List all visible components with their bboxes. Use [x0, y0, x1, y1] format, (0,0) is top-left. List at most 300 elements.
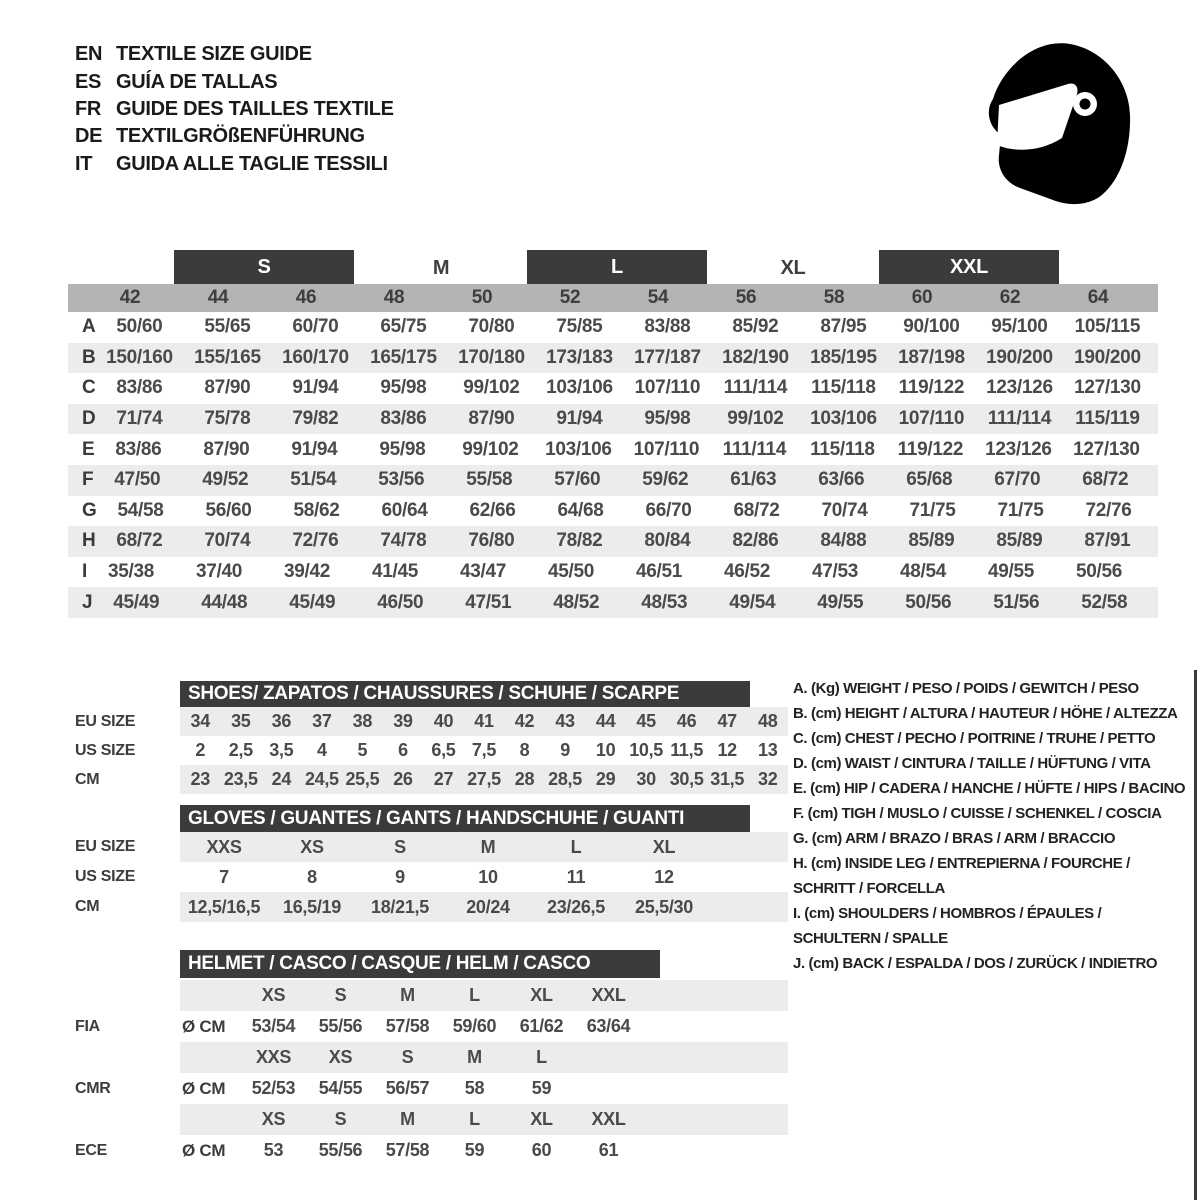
sub-value-cell: 13 — [757, 740, 778, 760]
size-value-cell: 49/52 — [202, 469, 249, 491]
sub-value-cell: 2 — [195, 740, 206, 760]
size-value-cell: 65/75 — [380, 316, 427, 338]
language-row — [75, 151, 394, 178]
language-row — [75, 123, 394, 150]
sub-value-cell: 60 — [531, 1140, 552, 1160]
size-table-row — [68, 312, 1158, 343]
guide-title: TEXTILE SIZE GUIDE — [116, 43, 312, 66]
size-value-cell: 71/75 — [997, 499, 1044, 521]
size-value-cell: 37/40 — [195, 561, 242, 583]
size-value-cell: 46/52 — [723, 561, 770, 583]
guide-title: GUIDA ALLE TAGLIE TESSILI — [116, 152, 388, 175]
sub-row-cells — [180, 736, 788, 765]
size-value-cell: 83/86 — [116, 377, 163, 399]
size-value-cell: 68/72 — [733, 499, 780, 521]
size-value-cell: 58/62 — [293, 499, 340, 521]
size-value-cell: 150/160 — [106, 346, 173, 368]
legend-line: D. (cm) WAIST / CINTURA / TAILLE / HÜFTUNG / VITA — [793, 755, 1151, 772]
size-value-cell: 111/114 — [723, 377, 788, 399]
sub-row-cells — [180, 862, 710, 892]
sub-value-cell: S — [394, 836, 406, 857]
sub-value-cell: 35 — [231, 711, 251, 731]
sub-value-cell: XS — [261, 1109, 286, 1129]
size-value-cell: 127/130 — [1073, 438, 1140, 460]
sub-value-cell: 41 — [474, 711, 494, 731]
size-column-header: 44 — [207, 287, 229, 308]
sub-value-cell: 30 — [636, 769, 656, 789]
sub-row-values — [180, 1073, 788, 1104]
sub-value-cell: 10,5 — [629, 740, 664, 760]
sub-value-cell: 20/24 — [466, 896, 510, 917]
apparel-size-rows — [68, 312, 1158, 618]
size-table-row — [68, 343, 1158, 374]
size-value-cell: 43/47 — [459, 561, 506, 583]
sub-value-cell: 23 — [190, 769, 210, 789]
size-value-cell: 51/56 — [993, 591, 1040, 613]
size-value-cell: 53/56 — [378, 469, 425, 491]
sub-row-label: CM — [75, 898, 100, 915]
sub-row-label: CMR — [75, 1079, 111, 1097]
size-value-cell: 160/170 — [282, 346, 349, 368]
sub-value-cell: 18/21,5 — [371, 896, 429, 917]
size-value-cell: 45/49 — [113, 591, 160, 613]
size-column-header: 62 — [999, 287, 1021, 308]
sub-table-row — [68, 1104, 788, 1135]
sub-value-cell: XL — [530, 985, 553, 1005]
size-column-header: 42 — [119, 287, 141, 308]
sub-row-cells — [240, 980, 642, 1011]
row-letter: E — [82, 438, 95, 460]
row-letter: D — [82, 408, 96, 430]
language-row — [75, 68, 394, 95]
sub-value-cell: 27 — [433, 769, 454, 789]
size-value-cell: 95/98 — [644, 408, 691, 430]
size-table-row — [68, 496, 1158, 527]
sub-value-cell: XXS — [206, 836, 242, 857]
size-value-cell: 56/60 — [205, 499, 252, 521]
sub-row-values — [180, 1011, 788, 1042]
sub-row-cells — [240, 1042, 642, 1073]
sub-value-cell: 32 — [757, 769, 778, 789]
sub-row-label: US SIZE — [75, 868, 136, 885]
size-value-cell: 46/50 — [377, 591, 424, 613]
size-value-cell: 66/70 — [645, 499, 692, 521]
sub-value-cell: 46 — [676, 711, 697, 731]
size-value-cell: 47/50 — [114, 469, 161, 491]
size-group-label: M — [432, 257, 450, 279]
size-value-cell: 107/110 — [634, 377, 701, 399]
language-code: EN — [75, 43, 103, 66]
sub-value-cell: L — [469, 985, 480, 1005]
size-value-cell: 85/92 — [732, 316, 779, 338]
size-value-cell: 115/118 — [810, 438, 875, 460]
sub-value-cell: 8 — [519, 740, 530, 760]
size-group-label: XL — [780, 257, 806, 279]
row-letter: I — [82, 561, 87, 583]
size-value-cell: 155/165 — [194, 346, 261, 368]
size-value-cell: 99/102 — [463, 377, 520, 399]
sub-row-label: US SIZE — [75, 741, 136, 759]
size-value-cell: 55/65 — [204, 316, 251, 338]
sub-value-cell: XL — [652, 836, 676, 857]
row-letter: J — [82, 591, 93, 613]
sub-value-cell: 54/55 — [318, 1078, 363, 1098]
sub-value-cell: 24,5 — [304, 769, 339, 789]
size-value-cell: 49/54 — [729, 591, 776, 613]
sub-value-cell: 58 — [464, 1078, 485, 1098]
sub-row-values — [180, 862, 788, 892]
size-value-cell: 127/130 — [1074, 377, 1141, 399]
sub-value-cell: 53/54 — [251, 1016, 296, 1036]
sub-row-label: EU SIZE — [75, 838, 136, 855]
size-value-cell: 107/110 — [633, 438, 700, 460]
legend-line: A. (Kg) WEIGHT / PESO / POIDS / GEWITCH / PESO — [793, 680, 1139, 697]
size-value-cell: 62/66 — [469, 499, 516, 521]
diameter-cm-label: Ø CM — [182, 1016, 226, 1036]
size-value-cell: 123/126 — [985, 438, 1052, 460]
sub-value-cell: M — [467, 1047, 482, 1067]
sub-value-cell: S — [401, 1047, 414, 1067]
sub-value-cell: 26 — [393, 769, 413, 789]
size-value-cell: 76/80 — [468, 530, 515, 552]
sub-table-row — [68, 736, 788, 765]
size-column-header: 58 — [823, 287, 845, 308]
size-value-cell: 49/55 — [817, 591, 864, 613]
sub-value-cell: 28 — [514, 769, 535, 789]
racing-helmet-icon — [982, 40, 1137, 207]
sub-row-cells — [240, 1011, 642, 1042]
size-value-cell: 95/98 — [380, 377, 427, 399]
sub-row-cells — [180, 707, 788, 736]
size-value-cell: 90/100 — [903, 316, 960, 338]
size-value-cell: 190/200 — [986, 346, 1053, 368]
size-value-cell: 57/60 — [554, 469, 601, 491]
legend-line: I. (cm) SHOULDERS / HOMBROS / ÉPAULES / — [793, 905, 1102, 922]
sub-value-cell: 59/60 — [452, 1016, 497, 1036]
language-row — [75, 41, 394, 68]
sub-row-values — [180, 1042, 788, 1073]
size-value-cell: 41/45 — [371, 561, 418, 583]
sub-value-cell: 43 — [555, 711, 575, 731]
size-value-cell: 119/122 — [897, 438, 964, 460]
sub-table-row — [68, 980, 788, 1011]
sub-row-cells — [240, 1104, 642, 1135]
guide-title: GUIDE DES TAILLES TEXTILE — [116, 97, 394, 120]
sub-value-cell: S — [334, 985, 347, 1005]
sub-value-cell: 7 — [219, 866, 229, 887]
size-value-cell: 170/180 — [458, 346, 525, 368]
size-value-cell: 103/106 — [546, 377, 613, 399]
size-value-cell: 95/100 — [991, 316, 1048, 338]
sub-value-cell: XS — [328, 1047, 353, 1067]
size-value-cell: 67/70 — [994, 469, 1041, 491]
sub-value-cell: 23/26,5 — [547, 896, 605, 917]
sub-value-cell: 24 — [271, 769, 292, 789]
size-value-cell: 79/82 — [292, 408, 339, 430]
sub-row-cells — [240, 1073, 642, 1104]
legend-line: G. (cm) ARM / BRAZO / BRAS / ARM / BRACCIO — [793, 830, 1116, 847]
sub-value-cell: L — [536, 1047, 547, 1067]
size-value-cell: 115/118 — [811, 377, 876, 399]
size-value-cell: 83/86 — [115, 438, 162, 460]
size-value-cell: 70/74 — [821, 499, 868, 521]
size-value-cell: 85/89 — [996, 530, 1043, 552]
sub-table-row — [68, 832, 788, 862]
sub-row-cells — [240, 1135, 642, 1166]
sub-value-cell: 61/62 — [519, 1016, 564, 1036]
size-value-cell: 182/190 — [722, 346, 789, 368]
sub-value-cell: 5 — [357, 740, 368, 760]
sub-row-values — [180, 980, 788, 1011]
sub-row-label: CM — [75, 770, 100, 788]
sub-value-cell: 36 — [271, 711, 292, 731]
sub-value-cell: M — [400, 1109, 415, 1129]
size-value-cell: 80/84 — [644, 530, 691, 552]
size-column-header: 54 — [647, 287, 669, 308]
sub-value-cell: 38 — [352, 711, 373, 731]
sub-value-cell: XXL — [591, 1109, 626, 1129]
sub-table-row — [68, 1042, 788, 1073]
language-code: IT — [75, 152, 93, 175]
sub-row-label — [68, 980, 180, 1011]
size-value-cell: 123/126 — [986, 377, 1053, 399]
size-value-cell: 87/95 — [820, 316, 867, 338]
sub-value-cell: L — [469, 1109, 480, 1129]
sub-value-cell: 23,5 — [223, 769, 258, 789]
sub-value-cell: 34 — [190, 711, 210, 731]
size-value-cell: 68/72 — [1082, 469, 1129, 491]
size-value-cell: 49/55 — [987, 561, 1034, 583]
size-column-header: 64 — [1087, 287, 1109, 308]
sub-value-cell: 9 — [395, 866, 405, 887]
size-value-cell: 87/91 — [1084, 530, 1131, 552]
sub-value-cell: 11,5 — [670, 740, 704, 760]
legend-line: E. (cm) HIP / CADERA / HANCHE / HÜFTE / HIPS / BACINO — [793, 780, 1186, 797]
sub-value-cell: 30,5 — [669, 769, 704, 789]
sub-value-cell: 45 — [636, 711, 656, 731]
size-value-cell: 78/82 — [556, 530, 603, 552]
size-letter-band — [0, 250, 1200, 284]
sub-value-cell: 8 — [307, 866, 317, 887]
size-value-cell: 87/90 — [203, 438, 250, 460]
size-value-cell: 83/86 — [380, 408, 427, 430]
size-value-cell: 55/58 — [466, 469, 513, 491]
sub-row-cells — [180, 892, 710, 922]
size-value-cell: 115/119 — [1075, 408, 1140, 430]
gloves-section-header: GLOVES / GUANTES / GANTS / HANDSCHUHE / GUANTI — [180, 805, 750, 832]
size-value-cell: 107/110 — [898, 408, 965, 430]
size-value-cell: 48/52 — [553, 591, 600, 613]
size-table-row — [68, 373, 1158, 404]
language-code: DE — [75, 125, 103, 148]
sub-value-cell: 28,5 — [548, 769, 582, 789]
size-column-header: 46 — [295, 287, 317, 308]
row-letter: A — [82, 316, 96, 338]
sub-value-cell: 57/58 — [385, 1140, 430, 1160]
sub-table-row — [68, 1011, 788, 1042]
size-value-cell: 74/78 — [380, 530, 427, 552]
size-value-cell: 72/76 — [1085, 499, 1132, 521]
sub-value-cell: XXS — [255, 1047, 292, 1067]
row-letter: G — [82, 499, 97, 521]
sub-value-cell: 44 — [595, 711, 616, 731]
sub-row-label: EU SIZE — [75, 712, 136, 730]
legend-line: B. (cm) HEIGHT / ALTURA / HAUTEUR / HÖHE / ALTEZZA — [793, 705, 1178, 722]
sub-value-cell: 27,5 — [467, 769, 501, 789]
size-value-cell: 111/114 — [722, 438, 787, 460]
size-value-cell: 54/58 — [117, 499, 164, 521]
sub-row-values — [180, 707, 788, 736]
sub-value-cell: 42 — [514, 711, 535, 731]
sub-row-values — [180, 765, 788, 794]
size-value-cell: 95/98 — [379, 438, 426, 460]
legend-line: SCHULTERN / SPALLE — [793, 930, 948, 947]
size-value-cell: 85/89 — [908, 530, 955, 552]
sub-row-label — [68, 1104, 180, 1135]
size-value-cell: 71/74 — [116, 408, 163, 430]
size-column-header: 60 — [911, 287, 933, 308]
sub-value-cell: 57/58 — [385, 1016, 430, 1036]
size-value-cell: 82/86 — [732, 530, 779, 552]
size-value-cell: 105/115 — [1074, 316, 1141, 338]
size-table-row — [68, 404, 1158, 435]
sub-value-cell: 53 — [263, 1140, 284, 1160]
size-value-cell: 173/183 — [546, 346, 613, 368]
size-table-row — [68, 434, 1158, 465]
sub-row-cells — [180, 832, 710, 862]
size-value-cell: 39/42 — [283, 561, 330, 583]
sub-value-cell: 31,5 — [710, 769, 745, 789]
size-value-cell: 64/68 — [557, 499, 604, 521]
sub-value-cell: 61 — [598, 1140, 619, 1160]
sub-row-label: FIA — [75, 1017, 100, 1035]
size-column-header: 52 — [559, 287, 581, 308]
size-value-cell: 45/49 — [289, 591, 336, 613]
sub-value-cell: 9 — [560, 740, 570, 760]
size-value-cell: 72/76 — [292, 530, 339, 552]
size-value-cell: 46/51 — [635, 561, 682, 583]
sub-value-cell: XS — [300, 836, 324, 857]
size-value-cell: 190/200 — [1074, 346, 1141, 368]
sub-value-cell: 52/53 — [251, 1078, 296, 1098]
size-value-cell: 87/90 — [468, 408, 515, 430]
sub-value-cell: 29 — [595, 769, 616, 789]
sub-value-cell: XXL — [591, 985, 626, 1005]
size-value-cell: 165/175 — [370, 346, 437, 368]
sub-value-cell: 3,5 — [269, 740, 294, 760]
sub-value-cell: 25,5 — [345, 769, 380, 789]
size-value-cell: 70/74 — [204, 530, 251, 552]
size-value-cell: 119/122 — [898, 377, 965, 399]
language-code: ES — [75, 70, 102, 93]
legend-line: C. (cm) CHEST / PECHO / POITRINE / TRUHE / PETTO — [793, 730, 1156, 747]
language-code: FR — [75, 97, 102, 120]
sub-value-cell: 39 — [393, 711, 413, 731]
sub-value-cell: 10 — [478, 866, 498, 887]
size-group-label: XXL — [879, 250, 1059, 284]
size-value-cell: 50/60 — [116, 316, 163, 338]
size-value-cell: 75/85 — [556, 316, 603, 338]
sub-row-values — [180, 736, 788, 765]
size-value-cell: 51/54 — [290, 469, 337, 491]
legend-line: J. (cm) BACK / ESPALDA / DOS / ZURÜCK / INDIETRO — [793, 955, 1158, 972]
size-value-cell: 47/53 — [811, 561, 858, 583]
row-letter: F — [82, 469, 94, 491]
size-group-label: L — [527, 250, 707, 284]
sub-row-label — [68, 1042, 180, 1073]
guide-title: TEXTILGRÖßENFÜHRUNG — [116, 125, 365, 148]
sub-table-row — [68, 1135, 788, 1166]
size-value-cell: 70/80 — [468, 316, 515, 338]
size-group-label: S — [174, 250, 354, 284]
size-value-cell: 60/64 — [381, 499, 428, 521]
sub-table-row — [68, 765, 788, 794]
size-value-cell: 87/90 — [204, 377, 251, 399]
sub-value-cell: 48 — [757, 711, 778, 731]
sub-table-row — [68, 892, 788, 922]
sub-value-cell: XL — [530, 1109, 553, 1129]
sub-value-cell: M — [480, 836, 496, 857]
row-letter: C — [82, 377, 96, 399]
size-value-cell: 47/51 — [465, 591, 512, 613]
shoes-size-table — [68, 707, 788, 794]
size-value-cell: 44/48 — [201, 591, 248, 613]
size-value-cell: 71/75 — [909, 499, 956, 521]
legend-line: SCHRITT / FORCELLA — [793, 880, 945, 897]
sub-value-cell: 59 — [464, 1140, 485, 1160]
sub-value-cell: 6,5 — [431, 740, 456, 760]
size-value-cell: 187/198 — [898, 346, 965, 368]
sub-value-cell: 59 — [531, 1078, 552, 1098]
sub-row-cells — [180, 765, 788, 794]
sub-table-row — [68, 1073, 788, 1104]
diameter-cm-label: Ø CM — [182, 1140, 226, 1160]
size-value-cell: 50/56 — [1075, 561, 1122, 583]
size-value-cell: 91/94 — [291, 438, 338, 460]
size-value-cell: 84/88 — [820, 530, 867, 552]
sub-value-cell: 55/56 — [318, 1140, 363, 1160]
size-value-cell: 48/53 — [641, 591, 688, 613]
size-value-cell: 48/54 — [899, 561, 946, 583]
sub-table-row — [68, 862, 788, 892]
row-letter: B — [82, 346, 96, 368]
sub-row-values — [180, 832, 788, 862]
size-value-cell: 99/102 — [727, 408, 784, 430]
size-value-cell: 185/195 — [810, 346, 877, 368]
sub-value-cell: 25,5/30 — [635, 896, 693, 917]
row-letter: H — [82, 530, 96, 552]
size-value-cell: 63/66 — [818, 469, 865, 491]
size-value-cell: 177/187 — [634, 346, 701, 368]
size-value-cell: 91/94 — [292, 377, 339, 399]
size-column-header: 56 — [735, 287, 757, 308]
size-column-header: 48 — [383, 287, 405, 308]
sub-value-cell: L — [570, 836, 582, 857]
size-value-cell: 91/94 — [556, 408, 603, 430]
size-column-header: 50 — [471, 287, 493, 308]
helmet-size-table — [68, 980, 788, 1166]
language-row — [75, 96, 394, 123]
sub-value-cell: 63/64 — [586, 1016, 631, 1036]
sub-value-cell: 10 — [595, 740, 616, 760]
sub-value-cell: M — [400, 985, 415, 1005]
sub-value-cell: 47 — [717, 711, 737, 731]
sub-value-cell: 56/57 — [385, 1078, 430, 1098]
sub-row-values — [180, 892, 788, 922]
sub-value-cell: 7,5 — [471, 740, 497, 760]
size-value-cell: 60/70 — [292, 316, 339, 338]
sub-value-cell: 12 — [717, 740, 737, 760]
